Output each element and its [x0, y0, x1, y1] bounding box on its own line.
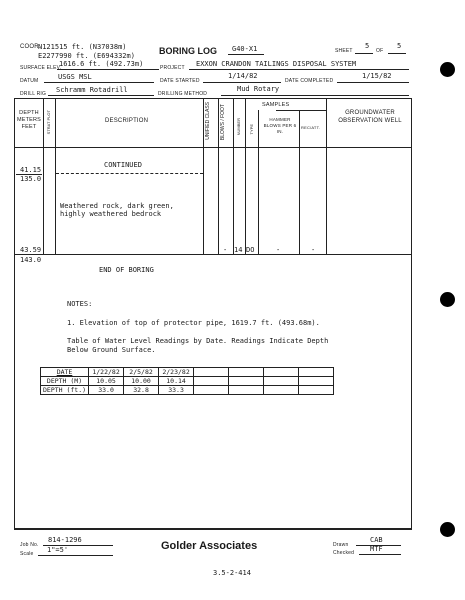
end-of-boring: END OF BORING — [99, 266, 154, 274]
sheet-number: 5 — [365, 42, 370, 50]
binder-hole-top — [440, 62, 455, 77]
drawn-label: Drawn — [333, 542, 349, 548]
page-title: BORING LOG — [159, 46, 217, 56]
depth-top-feet: 135.0 — [20, 175, 42, 183]
depth-bottom-feet: 143.0 — [20, 256, 42, 264]
hammer-blows-value: - — [276, 246, 281, 254]
drilling-method: Mud Rotary — [237, 85, 280, 93]
table-row — [41, 386, 334, 395]
binder-hole-bottom — [440, 522, 455, 537]
table-cell — [264, 377, 299, 386]
sample-dash-blows: - — [223, 246, 228, 254]
project-label: PROJECT — [160, 65, 185, 71]
date-completed-label: DATE COMPLETED — [285, 78, 334, 84]
datum-label: DATUM — [20, 78, 39, 84]
table-row-label: DEPTH (M) — [41, 377, 89, 386]
col-rec-att: REC/ATT. — [301, 125, 321, 130]
table-cell — [299, 368, 334, 377]
date-started-label: DATE STARTED — [160, 78, 200, 84]
drawn-value: CAB — [370, 536, 383, 544]
drilling-method-label: DRILLING METHOD — [158, 91, 208, 97]
table-cell: 33.3 — [159, 386, 194, 395]
boring-id: G40-X1 — [232, 45, 258, 53]
project-name: EXXON CRANDON TAILINGS DISPOSAL SYSTEM — [196, 60, 357, 68]
sheet-label: SHEET — [335, 48, 353, 54]
scale-value: 1"=5' — [47, 546, 69, 554]
col-type: TYPE — [249, 124, 254, 135]
col-blows-foot: BLOWS / FOOT — [220, 104, 226, 141]
table-cell: 1/22/82 — [89, 368, 124, 377]
col-hammer-blows: HAMMER BLOWS PER 6 IN. — [263, 117, 297, 134]
table-cell — [299, 377, 334, 386]
col-description: DESCRIPTION — [105, 118, 149, 124]
of-label: OF — [376, 48, 384, 54]
table-cell — [194, 386, 229, 395]
coord-label: COOR. — [20, 44, 41, 50]
table-row-label: DATE — [41, 368, 89, 377]
water-table-intro-2: Below Ground Surface. — [67, 346, 156, 354]
sheet-total: 5 — [397, 42, 402, 50]
table-cell: 10.14 — [159, 377, 194, 386]
table-cell: 2/23/82 — [159, 368, 194, 377]
coord-line2: E2277990 ft. (E694332m) — [38, 52, 135, 60]
table-cell — [229, 377, 264, 386]
datum-value: USGS MSL — [58, 73, 92, 81]
water-level-table — [40, 367, 334, 395]
table-cell — [194, 368, 229, 377]
table-row-label: DEPTH (ft.) — [41, 386, 89, 395]
job-no: 814-1296 — [48, 536, 82, 544]
description-line1: Weathered rock, dark green, — [60, 202, 174, 210]
drill-rig: Schramm Rotadrill — [56, 86, 128, 94]
surface-elev: 1616.6 ft. (492.73m) — [59, 60, 144, 68]
sample-type: DO — [246, 246, 255, 254]
table-row — [41, 377, 334, 386]
table-cell — [229, 386, 264, 395]
table-cell — [299, 386, 334, 395]
table-cell: 10.05 — [89, 377, 124, 386]
table-row — [41, 368, 334, 377]
depth-top-meters: 41.15 — [20, 166, 42, 174]
coord-line1: N121515 ft. (N37038m) — [38, 43, 127, 51]
checked-label: Checked — [333, 550, 355, 556]
col-unified-class: UNIFIED CLASS — [205, 102, 211, 140]
drill-rig-label: DRILL RIG — [20, 91, 47, 97]
table-cell — [194, 377, 229, 386]
water-table-intro-1: Table of Water Level Readings by Date. Readings Indicate Depth — [67, 337, 329, 345]
table-cell: 10.00 — [124, 377, 159, 386]
sample-number: 14 — [234, 246, 243, 254]
surface-elev-label: SURFACE ELEV. — [20, 65, 62, 71]
col-groundwater: GROUNDWATER OBSERVATION WELL — [338, 110, 402, 124]
table-cell — [264, 368, 299, 377]
table-cell: 33.0 — [89, 386, 124, 395]
table-cell — [229, 368, 264, 377]
scale-label: Scale — [20, 551, 34, 557]
depth-bottom-meters: 43.59 — [20, 246, 42, 254]
date-completed: 1/15/82 — [362, 72, 392, 80]
description-line2: highly weathered bedrock — [60, 210, 162, 218]
continued-label: CONTINUED — [104, 161, 142, 169]
col-samples: SAMPLES — [262, 102, 290, 108]
col-strat-plot: STRAT PLOT — [46, 110, 51, 135]
date-started: 1/14/82 — [228, 72, 258, 80]
table-cell — [264, 386, 299, 395]
col-depth: DEPTH METERS FEET — [16, 110, 42, 130]
page-code: 3.5-2-414 — [213, 569, 251, 577]
rec-att-value: - — [311, 246, 316, 254]
table-cell: 2/5/82 — [124, 368, 159, 377]
job-no-label: Job No. — [20, 542, 39, 548]
col-number: NUMBER — [236, 118, 241, 136]
notes-heading: NOTES: — [67, 300, 93, 308]
note-1: 1. Elevation of top of protector pipe, 1619.7 ft. (493.68m). — [67, 319, 320, 327]
company-name: Golder Associates — [161, 540, 258, 552]
binder-hole-middle — [440, 292, 455, 307]
table-cell: 32.8 — [124, 386, 159, 395]
checked-value: MTF — [370, 545, 383, 553]
